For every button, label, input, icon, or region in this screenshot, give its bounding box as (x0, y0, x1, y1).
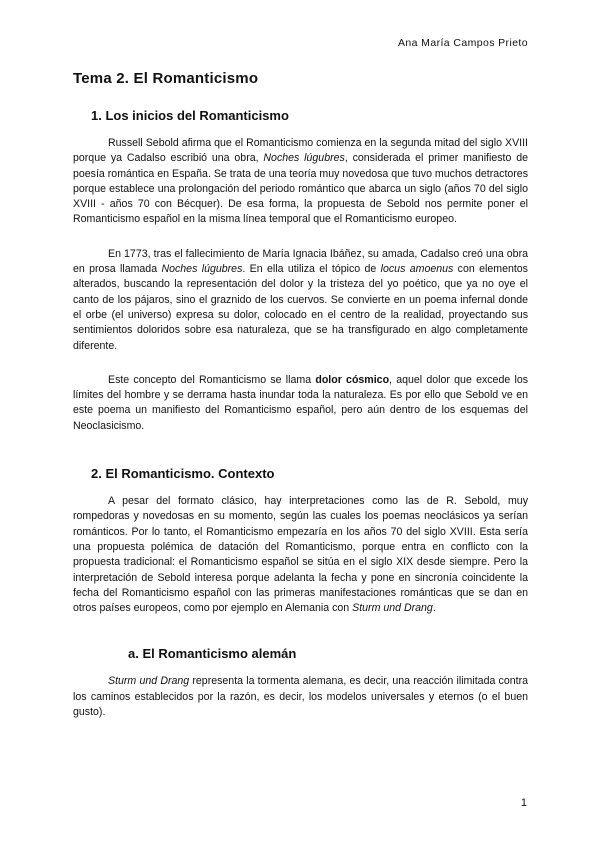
document-title: Tema 2. El Romanticismo (73, 70, 259, 87)
paragraph: Sturm und Drang representa la tormenta alemana, es decir, una reacción ilimitada contra los caminos establecidos por la razón, es decir, los modelos universales y eternos (o el buen gusto). (73, 675, 528, 719)
section-heading-inicios: 1. Los inicios del Romanticismo (91, 108, 289, 123)
paragraph: Russell Sebold afirma que el Romanticismo comienza en la segunda mitad del siglo XVIII porque ya Cadalso escribió una obra, Noches lúgubres, considerada el primer manifiesto de poesía romántica en España. Se trata de una teoría muy novedosa que tuvo muchos detractores porque establece una prolongación del periodo romántico que abarca un siglo (años 70 del siglo XVIII - años 70 con Bécquer). De esa forma, la propuesta de Sebold nos permite poner el Romanticismo español en la misma línea temporal que el Romanticismo europeo. (73, 137, 528, 226)
section-heading-contexto: 2. El Romanticismo. Contexto (91, 466, 275, 482)
paragraph: A pesar del formato clásico, hay interpretaciones como las de R. Sebold, muy rompedoras y novedosas en su momento, según las cuales los poemas neoclásicos ya serían románticos. Por lo tanto, el Romanticismo empezaría en los años 70 del siglo XVIII. Esta sería una propuesta polémica de datación del Romanticismo, porque entra en conflicto con la propuesta tradicional: el Romanticismo español se sitúa en el siglo XIX desde siempre. Pero la interpretación de Sebold interesa porque adelanta la fecha y pone en sincronía coincidente la fecha del Romanticismo español con las primeras manifestaciones románticas que se dan en otros países europeos, como por ejemplo en Alemania con Sturm und Drang. (73, 495, 528, 615)
paragraph: En 1773, tras el fallecimiento de María Ignacia Ibáñez, su amada, Cadalso creó una obra en prosa llamada Noches lúgubres. En ella utiliza el tópico de locus amoenus con elementos alterados, buscando la representación del dolor y la tristeza del yo poético, que ya no oye el canto de los pájaros, sino el graznido de los cuervos. Se convierte en un poema infernal donde el orbe (el universo) expresa su dolor, colocado en el centro de la realidad, proyectando sus sentimientos doloridos sobre esa naturaleza, que se ha transfigurado en algo completamente diferente. (73, 247, 528, 352)
document-body (73, 70, 528, 720)
page-number: 1 (520, 797, 527, 809)
page-header-author: Ana María Campos Prieto (397, 37, 528, 49)
paragraph: Este concepto del Romanticismo se llama dolor cósmico, aquel dolor que excede los límites del hombre y se derrama hasta inundar toda la naturaleza. Es por ello que Sebold ve en este poema un manifiesto del Romanticismo español, pero aún dentro de los esquemas del Neoclasicismo. (73, 373, 529, 432)
subsection-heading-aleman: a. El Romanticismo alemán (128, 646, 297, 662)
